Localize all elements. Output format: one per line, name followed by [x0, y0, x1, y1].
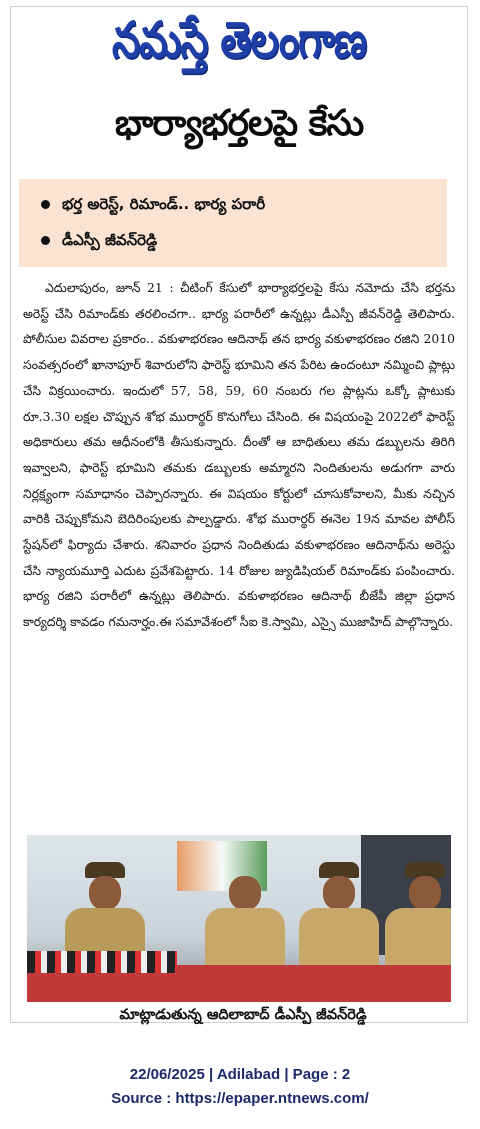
- summary-item-text: డీఎస్పీ జీవన్‌రెడ్డి: [62, 231, 158, 249]
- officer-figure: [205, 862, 285, 982]
- footer-source-line: Source : https://epaper.ntnews.com/: [111, 1090, 369, 1107]
- summary-item: [41, 195, 265, 217]
- news-clipping: [10, 6, 468, 1023]
- article-headline: భార్యాభర్తలపై కేసు: [114, 103, 364, 144]
- summary-item: [41, 231, 157, 253]
- summary-box: [19, 179, 447, 267]
- newspaper-masthead: [11, 12, 467, 79]
- article-body: ఎదులాపురం, జూన్ 21 : చీటింగ్ కేసులో భార్యాభర్తలపై కేసు నమోదు చేసి భర్తను అరెస్ట్ చేసి రిమాండ్‌కు తరలించగా.. భార్య పరారీలో ఉన్నట్లు డీఎస్పీ జీవన్‌రెడ్డి తెలిపారు. పోలీసుల వివరాల ప్రకారం.. వకుళాభరణం ఆదినాథ్ తన భార్య వకుళాభరణం రజిని 2010 సంవత్సరంలో ఖానాపూర్ శివారులోని ఫారెస్ట్ భూమిని తన పేరిట ఉందంటూ నమ్మించి ప్లాట్లు చేసి విక్రయించారు. ఇందులో 57, 58, 59, 60 నంబరు గల ప్లాట్లను ఒక్కో ప్లాటుకు రూ.3.30 లక్షల చొప్పున శోభ మురార్థర్ కొనుగోలు చేసింది. ఈ విషయంపై 2022లో ఫారెస్ట్ అధికారులు తమ ఆధీనంలోకి తీసుకున్నారు. దీంతో ఆ బాధితులు తమ డబ్బులను తిరిగి ఇవ్వాలని, ఫారెస్ట్ భూమిని తమకు డబ్బులకు అమ్మారని నిందితులను అడుగగా వారు నిర్లక్ష్యంగా సమాధానం చెప్పారన్నారు. ఈ విషయం కోర్టులో చూసుకోవాలని, మీకు నచ్చిన వారికి చెప్పుకోమని బెదిరింపులకు పాల్పడ్డారు. శోభ మురార్థర్ ఈనెల 19న మావల పోలీస్ స్టేషన్‌లో ఫిర్యాదు చేశారు. శనివారం ప్రధాన నిందితుడు వకుళాభరణం ఆదినాథ్‌ను అరెస్టు చేసి న్యాయమూర్తి ఎదుట ప్రవేశపెట్టారు. 14 రోజుల జ్యుడిషియల్ రిమాండ్‌కు పంపించారు. భార్య రజిని పరారీలో ఉన్నట్లు తెలిపారు. వకుళాభరణం ఆదినాథ్ బీజేపీ జిల్లా ప్రధాన కార్యదర్శి కావడం గమనార్హం.ఈ సమావేశంలో సీఐ కె.స్వామి, ఎస్సై ముజాహిద్ పాల్గొన్నారు.: [23, 280, 455, 630]
- summary-item-text: భర్త అరెస్ట్, రిమాండ్.. భార్య పరారీ: [62, 195, 266, 213]
- footer-date-line: 22/06/2025 | Adilabad | Page : 2: [129, 1066, 351, 1083]
- officer-figure: [299, 862, 379, 982]
- bullet-icon: [41, 200, 50, 209]
- bullet-icon: [41, 236, 50, 245]
- microphones: [27, 951, 177, 973]
- article-photo: [27, 835, 451, 1002]
- officer-figure: [385, 862, 451, 982]
- photo-caption: మాట్లాడుతున్న ఆదిలాబాద్ డీఎస్పీ జీవన్‌రెడ్డి: [119, 1007, 367, 1023]
- masthead-title: నమస్తే తెలంగాణ: [111, 12, 367, 70]
